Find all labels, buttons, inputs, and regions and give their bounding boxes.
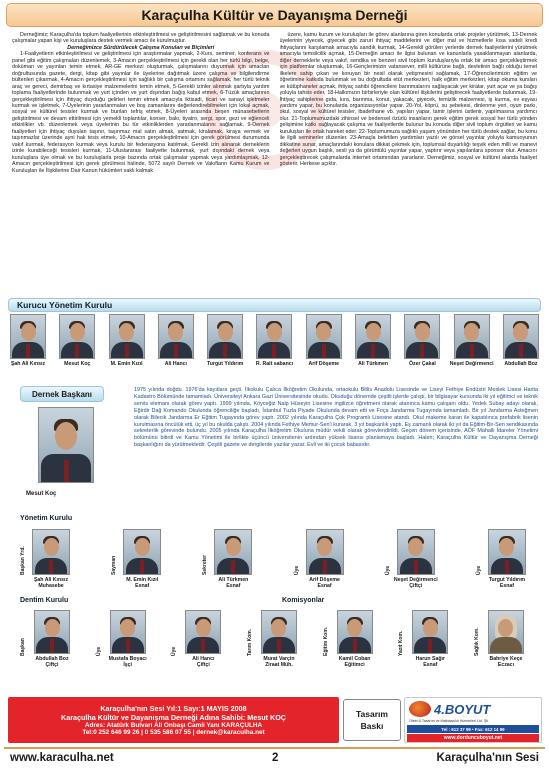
avatar bbox=[10, 314, 46, 359]
avatar bbox=[412, 610, 448, 654]
avatar bbox=[59, 314, 95, 359]
member-occupation: Çiftçi bbox=[409, 583, 423, 589]
member-role: Başkan bbox=[20, 638, 26, 656]
management-member bbox=[20, 529, 74, 597]
member-card bbox=[255, 610, 303, 668]
member-name: Ali Türkmen bbox=[358, 361, 389, 367]
member-occupation: Ziraat Müh. bbox=[265, 662, 293, 668]
printer-brand: 4.BOYUT bbox=[434, 701, 491, 717]
member-card bbox=[179, 610, 227, 668]
committee-member bbox=[398, 610, 454, 682]
printer-ad bbox=[404, 697, 542, 743]
audit-member bbox=[171, 610, 227, 682]
imprint-address: Adres: Atatürk Bulvarı Ali Onbaşı Camii Yanı KARAÇULHA bbox=[84, 722, 263, 729]
management-member bbox=[294, 529, 348, 597]
president-bio: 1975 yılında doğdu. 1976'da kayıtlara geçti. İlkokulu Çalıca İlköğretim Okulunda, ortaokulu Bitlis Anadolu Lisesinde ve Liseyi Fethiye Endüstri Meslek Lisesi Harita Kadastro Bölümünde tamamladı. Üniversiteyi Ankara Gazi Üniversitesinde okudu. Okuduğu dönemde çeşitli işlerde çalıştı, bir bilgisayar kursunda iki yıl eğitimci ve teknik servis elemanı olarak görev yaptı. 1999 yılında, Köyceğiz Naip Hüseyin Lisesine ingilizce öğretmeni olarak atanınca kamu çalışanı oldu. Yedek Subay adayı olarak, Eğirdir Dağ Komando Okulunda öğrenciliğe başladı, İstanbul Tuzla Piyade Okulunda devam etti ve Foça Jandarma Tugayında tamamladı. Bir yıl Jandarma Asteğmen olarak Bilecik Jandarma Er Eğitim Tugayında görev yaptı. 2002 yılında Karaçulha Çok Programlı Lisesine atandı. Okul makeme karan ile kapatılınca prefabrik lisenin kurulmasına öncülük etti, üç yıl bu okulda çalıştı. 2004 yılında Fethiye Memur-Sen'i kurarak, 3 yıl başkanlık yaptı. Eş zamanlı olarak iki yıl da Eğitim-Bir-Sen sendikasında sekreterlik görevinde bulundu. 2005 yılında Karaçulha İlköğretim Okuluna müdür vekili olarak görevlendirildi. Geçen dönem içerisinde, AÖF Mahalli İdareler Yönetimi bölümünü bitirdi ve Kamu Yönetimi ile birlikte üçüncü üniversitenin ardından yüksek lisansı planlamaya başladı. Halen; Karaçulha Kültür ve Dayanışma Derneği başkanlığını da yürütmektedir. Çeşitli gazete ve dergilerde yazılar yazar. Evli ve iki çocuk babasıdır. bbox=[134, 387, 538, 449]
member-card bbox=[210, 529, 256, 589]
management-member bbox=[202, 529, 256, 597]
member-name: M. Emin Kızıl bbox=[126, 577, 159, 583]
page-number: 2 bbox=[271, 751, 279, 764]
audit-title: Dentim Kurulu bbox=[20, 597, 69, 604]
imprint-contact: Tel:0 252 646 99 26 | 0 535 586 07 55 | dernek@karaculha.net bbox=[82, 729, 265, 736]
footer-website: www.karaculha.net bbox=[10, 751, 114, 764]
avatar bbox=[256, 314, 292, 359]
member-occupation: Esnaf bbox=[423, 662, 438, 668]
printer-subtitle: Ofset & Tasarım ve Matbaacılık Hizmetleri Ltd. Şti. bbox=[409, 719, 490, 723]
management-members bbox=[20, 529, 530, 597]
member-role: Üye bbox=[293, 565, 300, 575]
member-occupation: Çiftçi bbox=[196, 662, 210, 668]
member-occupation: Esnaf bbox=[226, 583, 241, 589]
member-name: M. Emin Kızıl bbox=[110, 361, 143, 367]
member-card bbox=[119, 529, 165, 589]
member-card bbox=[28, 610, 76, 668]
avatar bbox=[38, 407, 94, 483]
board-member bbox=[57, 314, 97, 374]
management-member bbox=[476, 529, 530, 597]
member-role: Sayman bbox=[111, 555, 118, 575]
member-role: Tarım Kom. bbox=[246, 628, 253, 656]
article-paragraph: 1-Faaliyetlerin etkinleştirilmesi ve geliştirilmesi için araştırmalar yapmak, 2-Kurs, seminer, konferans ve panel gibi eğitim çalışmaları düzenlemek, 3-Amacın gerçekleştirilmesi için gerekli olan her türlü bilgi, belge, doküman ve yayınları temin etmek, AR-GE merkezi oluşturmak, çalışmalarını duyurmak için amacları doğrultusunda gazete, dergi, kitap gibi yayınlar ile üyelerine dağıtmak üzere çalışma ve bilgilendirme bültenleri çıkarmak, 4-Amacın gerçekleştirilmesi için sağlıklı bir çalışma ortamını sağlamak, her türlü teknik araç ve gereci, demirbaş ve kırtasiye malzemelerini temin etmek, 5-Gerekli izinler alınmak şartıyla yardım toplama faaliyetlerinde bulunmak ve yurt içinden ve yurt dışından bağış kabul etmek, 6-Tüzük amaçlarının gerçekleştirilmesi için ihtiyaç duyduğu gelirleri temin etmek amacıyla iktisadi, ticari ve sanayi işletmeler kurmak ve işletmek, 7-Üyelerinin yararlanmaları ve boş zamanlarını değerlendirebilmeleri için lokal açmak, sosyal ve kültürel tesisler kurmak ve bunları tefriş etmek, 8-Üyeleri arasında beşeri münasebetlerin geliştirilmesi ve devam ettirilmesi için yemekli toplantılar, konser, balo, tiyatro, sergi, spor, gezi ve eğlenceli etkinlikler vb. düzenlemek veya üyelerinin bu tür etkinliklerden yararlanmalarını sağlamak, 9-Dernek faaliyetleri için ihtiyaç duyulan taşınır, taşınmaz mal satın almak, satmak, kiralamak, kiraya vermek ve taşınmazlar üzerinde ayni hak tesis etmek, 10-Amacın gerçekleştirilmesi için gerek görülmesi durumunda vakıf kurmak, federasyon kurmak veya kurulu bir federasyona katılmak, Gerekli izin alınarak derneklerin izinle kurabileceği tesisleri kurmak, 11-Uluslararası faaliyette bulunmak, yurt dışındaki dernek veya kuruluşlara üye olmak ve bu kuruluşlarla proje bazında ortak çalışmalar yapmak veya yardımlaşmak, 12-Amacın gerçekleştirilmesi için gerek görülmesi halinde, 5072 sayılı Dernek ve Vakıfların Kamu Kurum ve Kuruluşları ile İlişkilerine Dair Kanun hükümleri saklı kalmak bbox=[12, 51, 270, 174]
print-label: Baskı bbox=[360, 721, 384, 731]
avatar bbox=[355, 314, 391, 359]
board-title-bar bbox=[8, 298, 541, 312]
design-label: Tasarım bbox=[356, 709, 388, 719]
avatar bbox=[306, 314, 342, 359]
member-card bbox=[484, 529, 530, 589]
audit-member bbox=[96, 610, 152, 682]
board-members bbox=[8, 314, 541, 374]
committee-title: Komisyonlar bbox=[282, 597, 325, 604]
masthead-title: Karaçulha Kültür ve Dayanışma Derneği bbox=[141, 7, 408, 23]
member-occupation: Esnaf bbox=[499, 583, 514, 589]
avatar bbox=[123, 529, 161, 575]
article-body bbox=[12, 32, 537, 294]
imprint-owner: Karaçulha Kültür ve Dayanışma Derneği Adına Sahibi: Mesut KOÇ bbox=[61, 713, 286, 722]
member-name: Şah Ali Kınsız bbox=[10, 361, 46, 367]
committee-member bbox=[323, 610, 379, 682]
member-name: R. Rait sabancı bbox=[255, 361, 294, 367]
avatar bbox=[404, 314, 440, 359]
member-card bbox=[406, 610, 454, 668]
member-name: Turgut Yıldırım bbox=[488, 577, 526, 583]
member-role: Sağlık Kom. bbox=[473, 627, 480, 656]
member-name: Neşet Değirmenci bbox=[393, 577, 438, 583]
member-name: Kamil Coban bbox=[338, 656, 371, 662]
member-role: Başkan Yrd. bbox=[20, 546, 26, 575]
avatar bbox=[185, 610, 221, 654]
avatar bbox=[488, 529, 526, 575]
member-name: Bahriye Keçe bbox=[489, 656, 523, 662]
footer-publication: Karaçulha'nın Sesi bbox=[436, 751, 539, 764]
member-role: Üye bbox=[95, 646, 102, 656]
member-name: Abdullah Boz bbox=[504, 361, 538, 367]
avatar bbox=[32, 529, 70, 575]
member-name: Arif Döşeme bbox=[309, 577, 340, 583]
member-name: Murat Varçin bbox=[263, 656, 295, 662]
avatar bbox=[488, 610, 524, 654]
member-card bbox=[482, 610, 530, 668]
board-member bbox=[205, 314, 245, 374]
member-occupation: Eczacı bbox=[497, 662, 515, 668]
masthead bbox=[6, 3, 543, 27]
page-footer bbox=[4, 747, 545, 766]
avatar bbox=[337, 610, 373, 654]
audit-member bbox=[20, 610, 76, 682]
member-occupation: Esnaf bbox=[317, 583, 332, 589]
member-name: Ali Hancı bbox=[192, 656, 215, 662]
member-role: Üye bbox=[171, 646, 178, 656]
board-member bbox=[107, 314, 147, 374]
member-occupation: Muhasebe bbox=[38, 583, 64, 589]
article-column-right bbox=[280, 32, 538, 294]
article-column-left bbox=[12, 32, 270, 294]
member-name: Ali Türkmen bbox=[218, 577, 249, 583]
management-member bbox=[111, 529, 165, 597]
imprint-box bbox=[8, 697, 339, 743]
member-role: Üye bbox=[384, 565, 391, 575]
board-member bbox=[501, 314, 541, 374]
board-member bbox=[353, 314, 393, 374]
management-member bbox=[385, 529, 439, 597]
member-role: Yazıt Kom. bbox=[398, 630, 405, 656]
board-member bbox=[156, 314, 196, 374]
president-name: Mesut Koç bbox=[26, 491, 57, 497]
member-card bbox=[104, 610, 152, 668]
printer-logo-icon bbox=[409, 701, 431, 717]
imprint-issue: Karaçulha'nın Sesi Yıl:1 Sayı:1 MAYIS 2008 bbox=[100, 704, 247, 713]
member-name: Şah Ali Kınsız bbox=[33, 577, 69, 583]
article-intro: Derneğimiz; Karaçulha'da toplum faaliyetlerinin etkinleştirilmesi ve geliştirilmesini sağlamak ve bu konuda çalışmalar yapan kişi ve kuruluşlara destek vermek amacı ile kurulmuştur. bbox=[12, 32, 270, 45]
avatar bbox=[109, 314, 145, 359]
avatar bbox=[397, 529, 435, 575]
printer-phones: Tel : 612 37 99 • Fax: 612 14 99 bbox=[407, 725, 539, 733]
member-card bbox=[331, 610, 379, 668]
avatar bbox=[261, 610, 297, 654]
member-name: Mesut Koç bbox=[64, 361, 91, 367]
committee-member bbox=[247, 610, 303, 682]
member-role: Sekreter bbox=[202, 554, 209, 575]
member-occupation: Esnaf bbox=[135, 583, 150, 589]
article-paragraph-cont: üzere, kamu kurum ve kuruluşları ile görev alanlarına giren konularda ortak projeler yürütmek, 13-Dernek üyelerinin yiyecek, giyecek gibi zaruri ihtiyaç maddelerini ve diğer mal ve hizmetlerle kısa vadeli kredi ihtiyaçlarını karşılamak amacıyla sandık kurmak, 14-Gerekli görülen yerlerde dernek faaliyetlerini yürütmek amacıyla temsilcilik açmak, 15-Derneğin amacı ile ilgisi bulunan ve kanunlarla yasaklanmayan alanlarda, diğer derneklerle veya vakıf, sendika ve benzeri sivil toplum kuruluşlarıyla ortak bir amacı gerçekleştirmek için platformlar oluşturmak, 16-Gençlerimizin vatansever, milli kültürüne bağlı, devletinin bağlı olduğu temel ilkelere sahip çıkan ve koruyan bir nesil olarak yetişmesini sağlamak, 17-Öğrencilerimizin eğitim ve öğretimine katkıda bulunmak ve bu doğrultuda etüt merkezleri, halk eğitim merkezleri, kitap okuma kursları ve kütüphaneler açmak, ihtiyaç sahibi öğrencilere barınmalarını sağlayacak yer kiralar, yurt açar ve ya bağış yoluyla tahsis eder, 18-Halkımızın birbirleriyle olan kültürel ilişkilerini geliştirecek faaliyetlerde bulunmak, 19-İhtiyaç sahiplerine gıda, kıra, barınma, konut, yakacak, giyecek, temizlik malzemesi, iş kurma, ev eşyası yardımı yapar, bu konularda organizasyonlar yapar. 20-Yol, köprü, su şebekesi, dinlenme yeri, oyun parkı, okul, sosyal ve kültürel tesisler, ibadethane vb. yapıları yapar, tamir işlerini üstlenir, yapılmasına yardımcı olur. 21-Toplumumuzdaki zihinsel ve bedensel özürlü insanların gerek eğitim gerek sosyal her türlü yönden gelişimine katkı sağlayacak çalışma ve faaliyetlerde bulunur bu konuda diğer sivil toplum örgütleri ve kamu kuruluşları ile ortak hareket eder. 22-Toplumumuza sağlıklı yaşam yönünden her türlü destek sağlar, bu konu ile ilgili seminerler düzenler. 23-Amaçla belirtilen yardımları yazılı ve görsel yayınlar yoluyla kamuoyunun dikkatine sunar, amaçlarındaki konulara dikkat çekmek için, toplumsal duyarlılığı teşvik eden milli ve manevi değerleri uygun başlık, sesli ya da görüntülü yayınlar yapar, yaptırır veya yapılanlara sponsor olur. Amacını gerçekleştirecek çalışmalarda internet ortamından yararlanır. Derneğimiz, sosyal ve kültürel alanda faaliyet gösterir. Herkese açıktır. bbox=[279, 32, 537, 168]
member-role: Üye bbox=[475, 565, 482, 575]
member-card bbox=[28, 529, 74, 589]
member-name: Arif Döşeme bbox=[308, 361, 340, 367]
board-member bbox=[304, 314, 344, 374]
audit-committee-members bbox=[20, 610, 530, 682]
member-name: Neşet Değirmenci bbox=[449, 361, 494, 367]
avatar bbox=[306, 529, 344, 575]
board-member bbox=[402, 314, 442, 374]
printer-logo bbox=[409, 701, 490, 717]
president-section bbox=[8, 385, 541, 505]
avatar bbox=[158, 314, 194, 359]
member-role: Eğitim Kom. bbox=[322, 626, 329, 656]
avatar bbox=[503, 314, 539, 359]
committee-member bbox=[474, 610, 530, 682]
avatar bbox=[34, 610, 70, 654]
president-photo bbox=[38, 407, 94, 483]
avatar bbox=[454, 314, 490, 359]
member-name: Harun Sağır bbox=[415, 656, 445, 662]
member-name: Özer Çakal bbox=[408, 361, 436, 367]
board-title: Kurucu Yönetim Kurulu bbox=[17, 300, 113, 310]
management-title: Yönetim Kurulu bbox=[20, 515, 73, 522]
member-occupation: Eğitimci bbox=[344, 662, 365, 668]
member-name: Turgut Yıldırım bbox=[206, 361, 244, 367]
member-card bbox=[302, 529, 348, 589]
avatar bbox=[207, 314, 243, 359]
member-name: Abdullah Boz bbox=[35, 656, 69, 662]
board-member bbox=[254, 314, 294, 374]
president-title: Dernek Başkanı bbox=[20, 386, 104, 402]
member-card bbox=[393, 529, 439, 589]
article-subheading: Derneğimizce Sürdürülecek Çalışma Konuları ve Biçimleri bbox=[67, 44, 215, 51]
member-name: Mustafa Boyacı bbox=[108, 656, 147, 662]
printer-website: www.dorduncuboyut.net bbox=[407, 734, 539, 742]
member-name: Ali Hancı bbox=[164, 361, 187, 367]
board-member bbox=[8, 314, 48, 374]
member-occupation: Çiftçi bbox=[45, 662, 59, 668]
board-member bbox=[449, 314, 494, 374]
avatar bbox=[214, 529, 252, 575]
design-print-label bbox=[343, 699, 401, 741]
member-occupation: İşçi bbox=[123, 662, 132, 668]
avatar bbox=[110, 610, 146, 654]
